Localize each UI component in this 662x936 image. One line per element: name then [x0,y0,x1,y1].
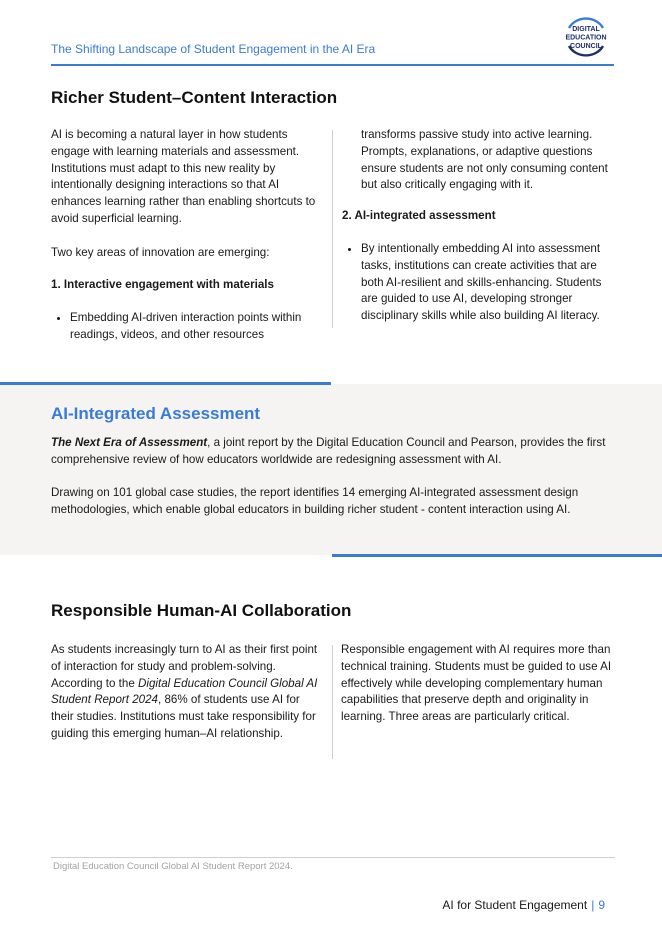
band-title: AI-Integrated Assessment [51,404,261,423]
running-title: The Shifting Landscape of Student Engagement in the AI Era [51,42,376,56]
report-title-next-era: The Next Era of Assessment [51,436,208,449]
section1-left-column [51,127,319,344]
page-number: 9 [598,898,605,912]
digital-education-council-logo [563,16,609,58]
footnote: Digital Education Council Global AI Student Report 2024. [53,861,293,872]
column-divider [332,130,333,328]
section1-right-column [342,127,616,325]
band-accent-rule-top [0,382,331,385]
svg-text:EDUCATION: EDUCATION [565,34,607,42]
band-paragraph-2: Drawing on 101 global case studies, the report identifies 14 emerging AI-integrated assessment design methodologies, which enable global educators in building richer student - content interaction using AI. [51,486,579,517]
subhead-ai-integrated-assessment: 2. AI-integrated assessment [342,209,496,223]
header-rule [51,64,614,66]
bullet-item-1-continued: transforms passive study into active learning. Prompts, explanations, or adaptive questions ensure students are not only consuming content but also critically engaging with it. [361,128,608,192]
section-title-responsible-collaboration: Responsible Human-AI Collaboration [51,601,352,620]
bullet-list-1 [51,310,319,344]
section2-left-paragraph: As students increasingly turn to AI as their first point of interaction for study and problem-solving. According to the Digital Education Council Global AI Student Report 2024, 86% of students use AI for their studies. Institutions must take responsibility for guiding this emerging human–AI relationship. [51,643,318,740]
section2-right-paragraph: Responsible engagement with AI requires more than technical training. Students must be guided to use AI effectively while developing complementary human capabilities that preserve depth and originality in learning. Three areas are particularly critical. [341,643,612,724]
section1-paragraph-1: AI is becoming a natural layer in how students engage with learning materials and assessment. Institutions must adapt to this new reality by intentionally designing interactions so that AI enhances learning rather than enabling shortcuts to avoid superficial learning. [51,128,316,225]
section2-right-column [341,642,613,726]
page-footer [442,898,605,912]
band-paragraph-1 [51,435,611,469]
footnote-rule [51,857,615,858]
report-name-global-ai-student: Digital Education Council Global AI Student Report 2024 [51,676,318,707]
section1-paragraph-2: Two key areas of innovation are emerging: [51,245,270,259]
bullet-list-2 [342,241,616,325]
section2-left-column [51,642,323,743]
svg-text:DIGITAL: DIGITAL [572,26,600,33]
band-body [51,435,611,519]
column-divider-2 [332,645,333,759]
footer-label: AI for Student Engagement [442,898,588,912]
bullet-item-1: • Embedding AI-driven interaction points within readings, videos, and other resources [70,310,319,344]
band-accent-rule-bottom [332,554,662,557]
subhead-interactive-engagement: 1. Interactive engagement with materials [51,278,274,292]
section-title-richer-interaction: Richer Student–Content Interaction [51,88,338,107]
band-paragraph-1-text: , a joint report by the Digital Education Council and Pearson, provides the first comprehensive review of how educators worldwide are redesigning assessment with AI. [51,436,606,466]
svg-text:COUNCIL: COUNCIL [570,43,602,50]
bullet-item-2: • By intentionally embedding AI into assessment tasks, institutions can create activities that are both AI-resilient and skills-enhancing. Students are guided to use AI, developing stronger disciplinary skills while also building AI literacy. [361,241,616,325]
footer-separator: | [591,898,595,912]
